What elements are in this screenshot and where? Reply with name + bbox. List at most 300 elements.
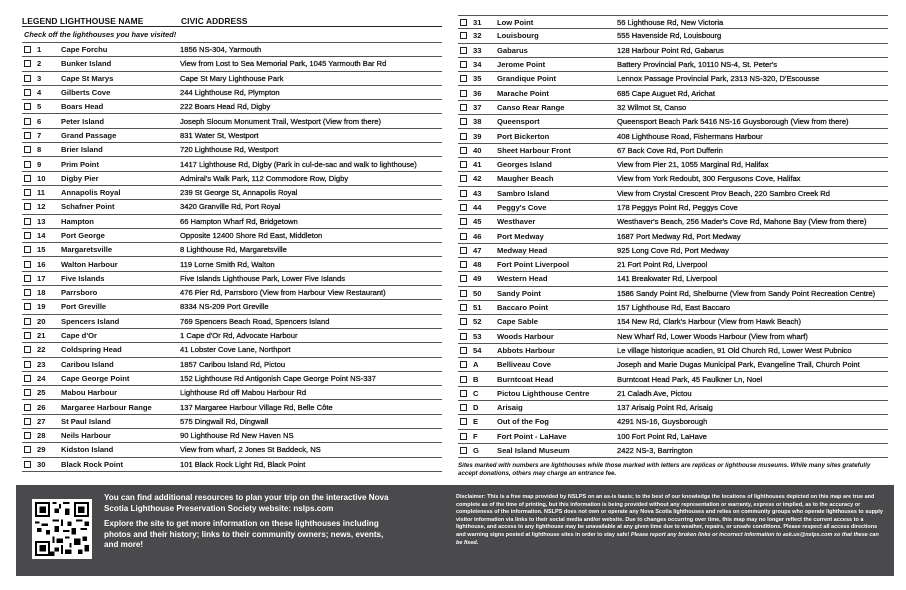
civic-address: 720 Lighthouse Rd, Westport (180, 145, 279, 155)
legend-number: 21 (37, 331, 46, 341)
table-row (458, 244, 888, 258)
legend-number: 14 (37, 231, 46, 240)
civic-address: 66 Hampton Wharf Rd, Bridgetown (180, 216, 298, 226)
lighthouse-name: Spencers Island (61, 316, 120, 326)
table-row (458, 215, 888, 229)
lighthouse-name: Medway Head (497, 245, 548, 255)
civic-address: 1586 Sandy Point Rd, Shelburne (View from Sandy Point Recreation Centre) (617, 288, 876, 298)
lighthouse-name: Burntcoat Head (497, 374, 554, 384)
checkbox-icon[interactable] (460, 376, 467, 383)
checkbox-icon[interactable] (24, 375, 31, 382)
lighthouse-name: Sheet Harbour Front (497, 145, 571, 155)
legend-number: 42 (473, 174, 482, 184)
checkbox-icon[interactable] (24, 275, 31, 282)
checkbox-icon[interactable] (460, 118, 467, 125)
header-address: CIVIC ADDRESS (181, 16, 248, 26)
legend-number: E (473, 417, 479, 427)
checkbox-icon[interactable] (460, 318, 467, 325)
table-row (22, 200, 442, 214)
civic-address: 831 Water St, Westport (180, 130, 259, 140)
legend-number: 13 (37, 216, 46, 226)
table-row (458, 315, 888, 329)
table-row (458, 387, 888, 401)
lighthouse-name: Coldspring Head (61, 345, 122, 355)
checkbox-icon[interactable] (24, 46, 31, 53)
civic-address: 476 Pier Rd, Parrsboro (View from Harbour View Restaurant) (180, 288, 386, 298)
civic-address: 769 Spencers Beach Road, Spencers Island (180, 316, 330, 326)
civic-address: 3420 Granville Rd, Port Royal (180, 202, 281, 212)
table-row (22, 186, 442, 200)
civic-address: New Wharf Rd, Lower Woods Harbour (View from wharf) (617, 331, 808, 341)
table-row (458, 101, 888, 115)
table-row (458, 44, 888, 58)
lighthouse-name: Peter Island (61, 116, 105, 126)
legend-number: 8 (37, 145, 42, 155)
table-row (22, 229, 442, 243)
left-column (22, 15, 442, 472)
civic-address: 119 Lorne Smith Rd, Walton (180, 259, 275, 269)
sites-footnote: Sites marked with numbers are lighthouses while those marked with letters are replicas or lighthouse museums. While many sites gratefully accept donations, others may charge an entrance fee. (458, 462, 871, 478)
lighthouse-name: Cape George Point (61, 373, 130, 383)
civic-address: View from wharf, 2 Jones St Baddeck, NS (180, 445, 321, 455)
table-row (22, 400, 442, 414)
civic-address: Joseph Slocum Monument Trail, Westport (View from there) (180, 116, 382, 126)
checkbox-icon[interactable] (460, 175, 467, 182)
civic-address: 1687 Port Medway Rd, Port Medway (617, 231, 741, 241)
checkbox-icon[interactable] (24, 318, 31, 325)
lighthouse-name: Maugher Beach (497, 174, 554, 184)
lighthouse-name: Western Head (497, 274, 548, 284)
table-row (22, 329, 442, 343)
civic-address: 8 Lighthouse Rd, Margaretsville (180, 245, 287, 255)
civic-address: Battery Provincial Park, 10110 NS-4, St. Peter's (617, 60, 778, 70)
lighthouse-name: Port Greville (61, 302, 107, 312)
checkbox-icon[interactable] (24, 89, 31, 96)
civic-address: 128 Harbour Point Rd, Gabarus (617, 45, 724, 55)
table-row (22, 386, 442, 400)
table-row (458, 144, 888, 158)
table-row (22, 443, 442, 457)
civic-address: 575 Dingwall Rd, Dingwall (180, 416, 269, 426)
civic-address: Westhaver's Beach, 256 Mader's Cove Rd, Mahone Bay (View from there) (617, 217, 867, 227)
legend-number: 12 (37, 202, 46, 212)
legend-number: 50 (473, 288, 482, 298)
checkbox-icon[interactable] (460, 333, 467, 340)
checkbox-icon[interactable] (24, 146, 31, 153)
table-row (22, 358, 442, 372)
civic-address: 8334 NS-209 Port Greville (180, 302, 269, 312)
civic-address: View from York Redoubt, 300 Fergusons Cove, Halifax (617, 174, 801, 184)
lighthouse-name: Grandique Point (497, 74, 557, 84)
legend-number: 19 (37, 302, 46, 312)
civic-address: View from Pier 21, 1055 Marginal Rd, Halifax (617, 160, 769, 170)
table-header (22, 15, 442, 27)
table-row (22, 243, 442, 257)
legend-number: D (473, 403, 479, 413)
table-row (22, 172, 442, 186)
lighthouse-name: Black Rock Point (61, 459, 124, 469)
table-row (458, 72, 888, 86)
civic-address: Lennox Passage Provincial Park, 2313 NS-320, D'Escousse (617, 74, 820, 84)
legend-number: B (473, 374, 479, 384)
table-row (458, 330, 888, 344)
checkbox-icon[interactable] (24, 246, 31, 253)
legend-number: 36 (473, 88, 482, 98)
table-row (458, 86, 888, 100)
checkbox-icon[interactable] (24, 60, 31, 67)
legend-number: 4 (37, 88, 42, 98)
lighthouse-name: Out of the Fog (497, 417, 549, 427)
civic-address: Admiral's Walk Park, 112 Commodore Row, Digby (180, 173, 349, 183)
checkbox-icon[interactable] (24, 189, 31, 196)
legend-number: 17 (37, 273, 46, 283)
checkbox-icon[interactable] (460, 204, 467, 211)
table-row (22, 343, 442, 357)
legend-number: 53 (473, 331, 482, 341)
lighthouse-name: Queensport (497, 117, 540, 127)
civic-address: 152 Lighthouse Rd Antigonish Cape George Point NS-337 (180, 373, 376, 383)
legend-number: 33 (473, 45, 482, 55)
checkbox-icon[interactable] (460, 218, 467, 225)
checkbox-icon[interactable] (24, 161, 31, 168)
checkbox-icon[interactable] (24, 418, 31, 425)
right-column (458, 15, 888, 479)
civic-address: 56 Lighthouse Rd, New Victoria (617, 17, 724, 27)
table-row (458, 430, 888, 444)
lighthouse-name: Arisaig (497, 403, 523, 413)
table-row (22, 286, 442, 300)
legend-number: 6 (37, 116, 42, 126)
lighthouse-name: Gabarus (497, 45, 528, 55)
table-row (458, 201, 888, 215)
legend-number: 10 (37, 173, 46, 183)
civic-address: Le village historique acadien, 91 Old Church Rd, Lower West Pubnico (617, 345, 852, 355)
legend-number: 29 (37, 445, 46, 455)
checkbox-icon[interactable] (24, 303, 31, 310)
lighthouse-name: Fort Point - LaHave (497, 431, 567, 441)
lighthouse-name: Pictou Lighthouse Centre (497, 388, 590, 398)
table-row (22, 315, 442, 329)
header-legend: LEGEND (22, 16, 58, 26)
legend-number: 25 (37, 388, 46, 398)
lighthouse-name: Marache Point (497, 88, 549, 98)
right-rows (458, 15, 888, 458)
legend-number: 46 (473, 231, 482, 241)
lighthouse-name: Kidston Island (61, 445, 114, 455)
table-row (458, 444, 888, 458)
checkbox-icon[interactable] (460, 19, 467, 26)
table-row (458, 229, 888, 243)
checkbox-icon[interactable] (460, 404, 467, 411)
lighthouse-name: Port Medway (497, 231, 544, 241)
civic-address: 1 Cape d'Or Rd, Advocate Harbour (180, 331, 298, 341)
lighthouse-name: Boars Head (61, 102, 104, 112)
civic-address: 21 Caladh Ave, Pictou (617, 388, 692, 398)
lighthouse-name: Caribou Island (61, 359, 114, 369)
checkbox-icon[interactable] (460, 361, 467, 368)
table-row (22, 72, 442, 86)
lighthouse-name: Port Bickerton (497, 131, 550, 141)
checkbox-icon[interactable] (460, 47, 467, 54)
checkbox-icon[interactable] (24, 203, 31, 210)
checkbox-icon[interactable] (460, 233, 467, 240)
legend-number: 47 (473, 245, 482, 255)
disclaimer-tail: Please report any broken links or incorrect information to ask.us@nslps.com so that these can be fixed. (456, 531, 879, 546)
table-row (22, 86, 442, 100)
civic-address: Joseph and Marie Dugas Municipal Park, Evangeline Trail, Church Point (617, 360, 860, 370)
lighthouse-name: Jerome Point (497, 60, 546, 70)
legend-number: 52 (473, 317, 482, 327)
band-para-resources: You can find additional resources to plan your trip on the interactive Nova Scotia Lighthouse Preservation Society website: nslps.com (104, 493, 389, 513)
lighthouse-name: Cape d'Or (61, 331, 97, 341)
table-row (458, 415, 888, 429)
checkbox-icon[interactable] (460, 133, 467, 140)
civic-address: 154 New Rd, Clark's Harbour (View from Hawk Beach) (617, 317, 802, 327)
checkbox-icon[interactable] (24, 361, 31, 368)
checklist-note: Check off the lighthouses you have visited! (22, 27, 442, 43)
table-row (22, 114, 442, 128)
legend-number: 3 (37, 73, 42, 83)
checkbox-icon[interactable] (24, 389, 31, 396)
lighthouse-name: Gilberts Cove (61, 88, 111, 98)
legend-number: 7 (37, 130, 42, 140)
checkbox-icon[interactable] (460, 190, 467, 197)
checkbox-icon[interactable] (460, 90, 467, 97)
civic-address: Lighthouse Rd off Mabou Harbour Rd (180, 388, 307, 398)
checkbox-icon[interactable] (460, 261, 467, 268)
lighthouse-name: Mabou Harbour (61, 388, 118, 398)
checkbox-icon[interactable] (24, 132, 31, 139)
legend-number: 49 (473, 274, 482, 284)
lighthouse-name: Cape Sable (497, 317, 538, 327)
header-name: LIGHTHOUSE NAME (60, 16, 144, 26)
checkbox-icon[interactable] (24, 346, 31, 353)
table-row (458, 272, 888, 286)
legend-number: 26 (37, 402, 46, 412)
lighthouse-name: Brier Island (61, 145, 103, 155)
civic-address: 41 Lobster Cove Lane, Northport (180, 345, 291, 355)
checkbox-icon[interactable] (460, 304, 467, 311)
legend-number: 44 (473, 203, 482, 212)
checkbox-icon[interactable] (460, 161, 467, 168)
table-row (22, 429, 442, 443)
lighthouse-name: Sambro Island (497, 188, 550, 198)
civic-address: 2422 NS-3, Barrington (617, 446, 693, 456)
checkbox-icon[interactable] (460, 147, 467, 154)
checkbox-icon[interactable] (460, 247, 467, 254)
checkbox-icon[interactable] (24, 218, 31, 225)
civic-address: 32 Wilmot St, Canso (617, 102, 687, 112)
civic-address: 101 Black Rock Light Rd, Black Point (180, 459, 306, 469)
table-row (458, 187, 888, 201)
civic-address: 1857 Caribou Island Rd, Pictou (180, 359, 286, 369)
civic-address: Cape St Mary Lighthouse Park (180, 73, 284, 83)
legend-number: 18 (37, 288, 46, 298)
table-row (458, 29, 888, 43)
checkbox-icon[interactable] (460, 61, 467, 68)
table-row (458, 301, 888, 315)
qr-code-icon[interactable] (32, 499, 92, 559)
lighthouse-name: Georges Island (497, 160, 552, 170)
civic-address: Five Islands Lighthouse Park, Lower Five Islands (180, 273, 346, 283)
disclaimer (456, 494, 886, 547)
checkbox-icon[interactable] (460, 433, 467, 440)
checkbox-icon[interactable] (24, 432, 31, 439)
checkbox-icon[interactable] (24, 461, 31, 468)
lighthouse-name: Bunker Island (61, 59, 112, 69)
checkbox-icon[interactable] (460, 447, 467, 454)
checkbox-icon[interactable] (460, 418, 467, 425)
checkbox-icon[interactable] (24, 332, 31, 339)
table-row (458, 158, 888, 172)
legend-number: 34 (473, 60, 482, 70)
civic-address: 244 Lighthouse Rd, Plympton (180, 88, 280, 98)
table-row (458, 115, 888, 129)
table-row (458, 287, 888, 301)
checkbox-icon[interactable] (460, 75, 467, 82)
lighthouse-name: Cape Forchu (61, 45, 108, 55)
lighthouse-name: Parrsboro (61, 288, 98, 298)
civic-address: 90 Lighthouse Rd New Haven NS (180, 431, 294, 441)
table-row (458, 372, 888, 386)
table-row (458, 401, 888, 415)
legend-number: 20 (37, 316, 46, 326)
lighthouse-name: Walton Harbour (61, 259, 118, 269)
checkbox-icon[interactable] (24, 289, 31, 296)
civic-address: 925 Long Cove Rd, Port Medway (617, 245, 729, 255)
lighthouse-name: Digby Pier (61, 173, 99, 183)
table-row (458, 15, 888, 29)
legend-number: 15 (37, 245, 46, 255)
checkbox-icon[interactable] (24, 103, 31, 110)
lighthouse-name: Margaretsville (61, 245, 113, 255)
civic-address: 685 Cape Auguet Rd, Arichat (617, 88, 715, 98)
table-row (22, 300, 442, 314)
table-row (458, 172, 888, 186)
legend-number: 35 (473, 74, 482, 84)
legend-number: 27 (37, 416, 46, 426)
lighthouse-name: Canso Rear Range (497, 102, 565, 112)
table-row (22, 129, 442, 143)
legend-number: C (473, 388, 479, 398)
lighthouse-name: Schafner Point (61, 202, 115, 212)
table-row (22, 415, 442, 429)
table-row (458, 358, 888, 372)
legend-number: 38 (473, 117, 482, 127)
legend-number: 2 (37, 59, 42, 69)
band-text (104, 493, 394, 556)
civic-address: 4291 NS-16, Guysborough (617, 417, 708, 427)
checkbox-icon[interactable] (460, 290, 467, 297)
legend-number: 40 (473, 145, 482, 155)
legend-number: 51 (473, 303, 482, 313)
legend-number: 24 (37, 373, 46, 383)
lighthouse-name: Abbots Harbour (497, 345, 555, 355)
table-row (22, 215, 442, 229)
legend-number: 30 (37, 459, 46, 469)
lighthouse-name: Margaree Harbour Range (61, 402, 152, 412)
legend-number: 31 (473, 17, 482, 27)
civic-address: View from Crystal Crescent Prov Beach, 220 Sambro Creek Rd (617, 188, 830, 198)
lighthouse-name: Westhaver (497, 217, 536, 227)
civic-address: 178 Peggys Point Rd, Peggys Cove (617, 203, 738, 212)
legend-number: A (473, 360, 479, 370)
lighthouse-name: Woods Harbour (497, 331, 554, 341)
legend-number: 22 (37, 345, 46, 355)
lighthouse-name: Seal Island Museum (497, 446, 570, 456)
civic-address: 555 Havenside Rd, Louisbourg (617, 31, 722, 41)
table-row (458, 344, 888, 358)
legend-number: 32 (473, 31, 482, 41)
lighthouse-name: Belliveau Cove (497, 360, 552, 370)
lighthouse-name: Grand Passage (61, 130, 117, 140)
lighthouse-name: Fort Point Liverpool (497, 260, 570, 270)
legend-number: F (473, 431, 478, 441)
disclaimer-body: This is a free map provided by NSLPS on an as-is basis; to the best of our knowledge the locations of lighthouses depicted on this map are true and complete as of the time of printing, but this information is being provided without any representation or warranty, express or implied, as to the accuracy or completeness of the information. NSLPS does not own or operate any Nova Scotia lighthouses and relies on community groups who operate lighthouses to supply visitor information via links to their social media and/or website. Due to changes occurring over time, this map may no longer reflect the current access to a lighthouse, and access to any lighthouse may be unavailable at any given time due to weather, repairs, or unsafe conditions. Please respect all access directions and warning signs posted at lighthouse sites in order to stay safe! (456, 494, 883, 538)
legend-number: 48 (473, 260, 482, 270)
info-band (16, 485, 894, 576)
legend-number: 9 (37, 159, 42, 169)
disclaimer-label: Disclaimer: (456, 494, 486, 500)
lighthouse-name: Neils Harbour (61, 431, 111, 441)
checkbox-icon[interactable] (24, 118, 31, 125)
civic-address: 1856 NS-304, Yarmouth (180, 45, 262, 55)
table-row (22, 157, 442, 171)
table-row (22, 100, 442, 114)
lighthouse-name: St Paul Island (61, 416, 111, 426)
civic-address: Opposite 12400 Shore Rd East, Middleton (180, 231, 323, 240)
legend-number: 23 (37, 359, 46, 369)
legend-number: 1 (37, 45, 42, 55)
legend-number: 5 (37, 102, 42, 112)
checkbox-icon[interactable] (460, 347, 467, 354)
lighthouse-name: Baccaro Point (497, 303, 549, 313)
legend-number: 43 (473, 188, 482, 198)
table-row (458, 129, 888, 143)
civic-address: 21 Fort Point Rd, Liverpool (617, 260, 708, 270)
checkbox-icon[interactable] (460, 390, 467, 397)
lighthouse-name: Annapolis Royal (61, 188, 121, 198)
checkbox-icon[interactable] (460, 104, 467, 111)
civic-address: View from Lost to Sea Memorial Park, 1045 Yarmouth Bar Rd (180, 59, 387, 69)
lighthouse-name: Five Islands (61, 273, 105, 283)
band-para-explore: Explore the site to get more information on these lighthouses including photos and their history; links to their community owners; news, events, and more! (104, 519, 384, 549)
civic-address: 157 Lighthouse Rd, East Baccaro (617, 303, 731, 313)
civic-address: 222 Boars Head Rd, Digby (180, 102, 271, 112)
civic-address: 137 Arisaig Point Rd, Arisaig (617, 403, 713, 413)
lighthouse-name: Hampton (61, 216, 94, 226)
checkbox-icon[interactable] (24, 75, 31, 82)
checkbox-icon[interactable] (24, 404, 31, 411)
civic-address: Burntcoat Head Park, 45 Faulkner Ln, Noel (617, 374, 763, 384)
checkbox-icon[interactable] (460, 275, 467, 282)
civic-address: 137 Margaree Harbour Village Rd, Belle Côte (180, 402, 333, 412)
table-row (22, 43, 442, 57)
civic-address: 141 Breakwater Rd, Liverpool (617, 274, 718, 284)
table-row (22, 57, 442, 71)
table-row (458, 258, 888, 272)
lighthouse-name: Louisbourg (497, 31, 539, 41)
table-row (22, 372, 442, 386)
checkbox-icon[interactable] (24, 261, 31, 268)
checkbox-icon[interactable] (24, 175, 31, 182)
checkbox-icon[interactable] (24, 446, 31, 453)
legend-number: 41 (473, 160, 482, 170)
legend-number: G (473, 446, 479, 456)
lighthouse-name: Cape St Marys (61, 73, 114, 83)
checkbox-icon[interactable] (460, 32, 467, 39)
checkbox-icon[interactable] (24, 232, 31, 239)
